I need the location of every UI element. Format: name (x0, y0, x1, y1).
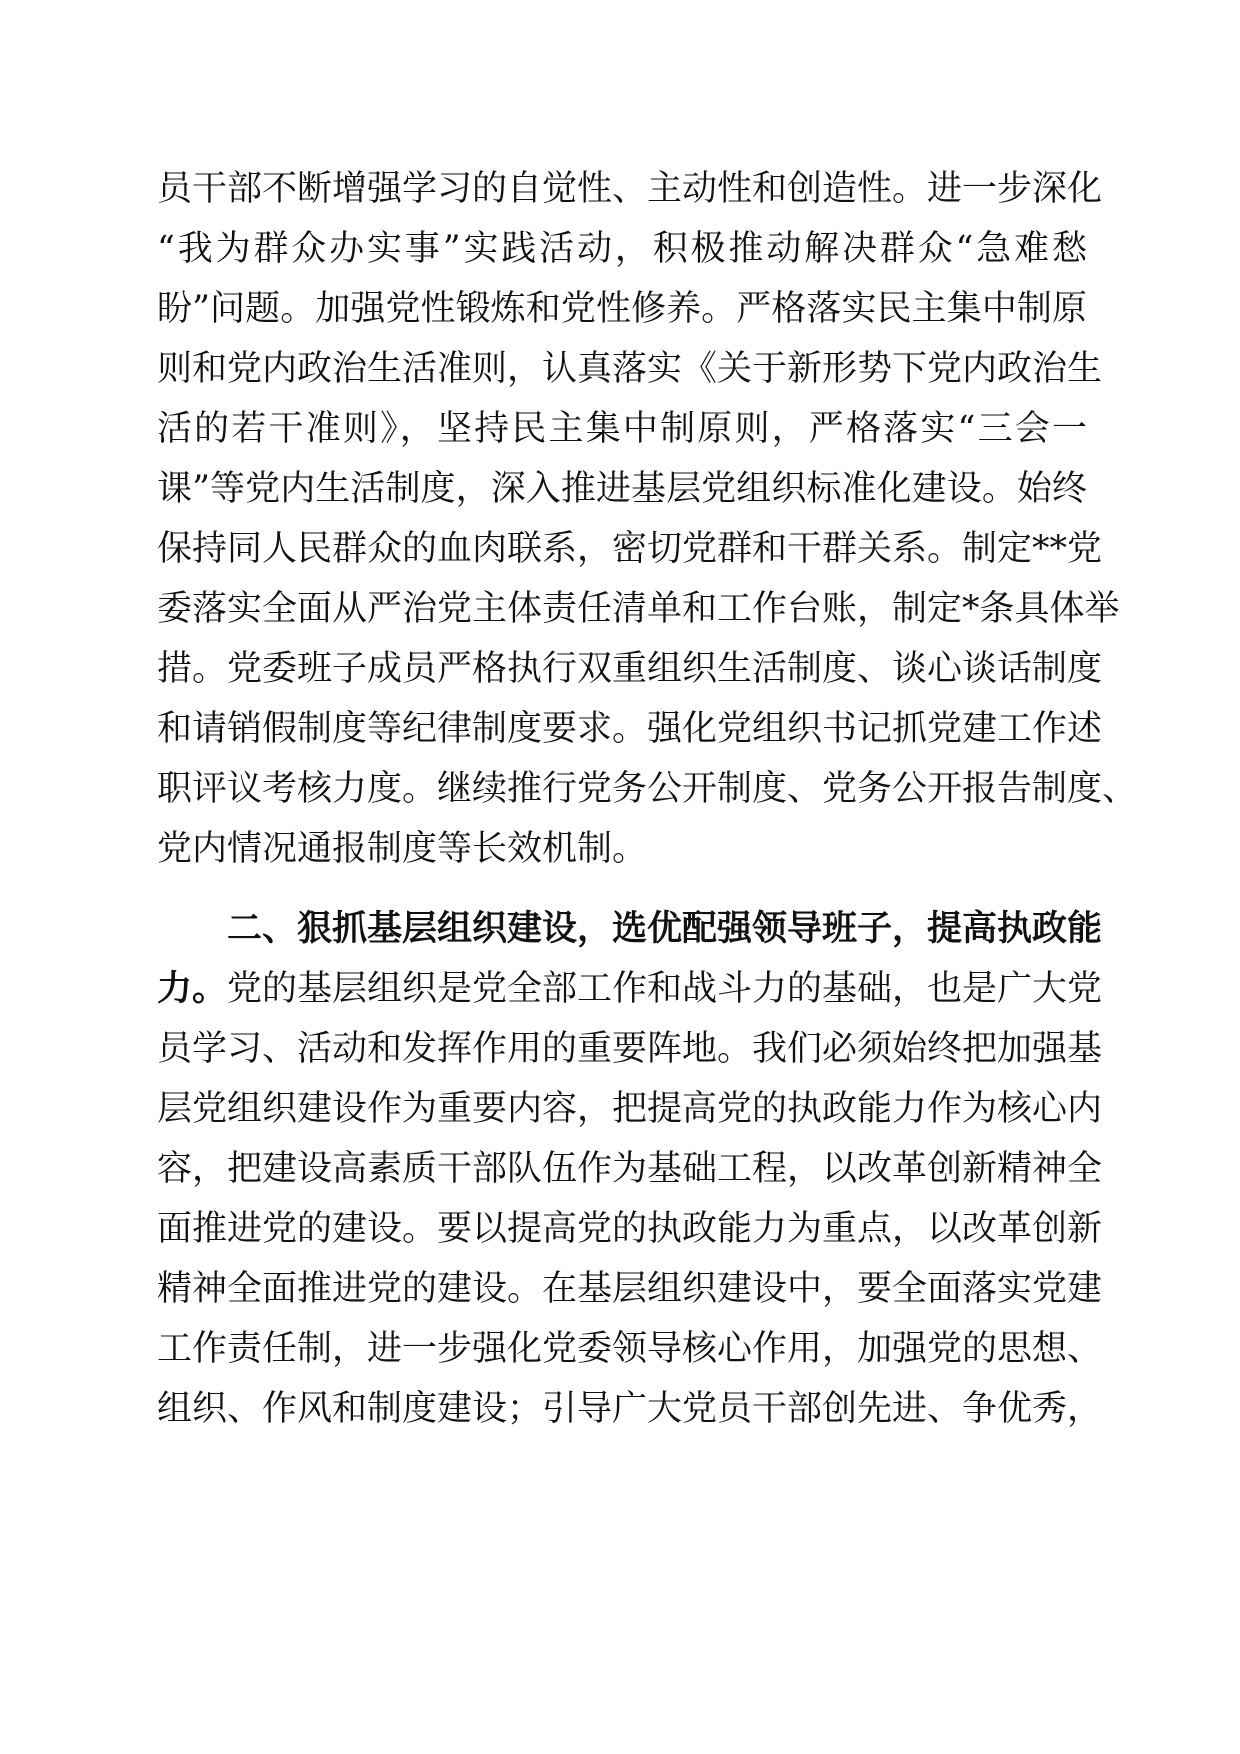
body-line-7: 保持同人民群众的血肉联系，密切党群和干群关系。制定**党 (157, 529, 1103, 569)
body-line-5: 活的若干准则》，坚持民主集中制原则，严格落实“三会一 (157, 409, 1087, 449)
body-line-4: 则和党内政治生活准则，认真落实《关于新形势下党内政治生 (157, 349, 1103, 389)
body-line-9: 措。党委班子成员严格执行双重组织生活制度、谈心谈话制度 (157, 649, 1103, 689)
body-line-3: 盼”问题。加强党性锻炼和党性修养。严格落实民主集中制原 (157, 289, 1087, 329)
section-line-4: 层党组织建设作为重要内容，把提高党的执政能力作为核心内 (157, 1089, 1103, 1129)
body-line-11: 职评议考核力度。继续推行党务公开制度、党务公开报告制度、 (157, 769, 1138, 809)
section-line-9: 组织、作风和制度建设；引导广大党员干部创先进、争优秀， (157, 1389, 1103, 1429)
body-line-12: 党内情况通报制度等长效机制。 (157, 829, 648, 869)
section-line-7: 精神全面推进党的建设。在基层组织建设中，要全面落实党建 (157, 1269, 1103, 1309)
body-line-2: “我为群众办实事”实践活动，积极推动解决群众“急难愁 (157, 229, 1087, 269)
section-line-2 (157, 957, 1103, 1021)
body-line-1: 员干部不断增强学习的自觉性、主动性和创造性。进一步深化 (157, 169, 1103, 209)
section-line-5: 容，把建设高素质干部队伍作为基础工程，以改革创新精神全 (157, 1149, 1103, 1189)
section-heading-end: 力。 (157, 968, 228, 1009)
section-heading: 二、狠抓基层组织建设，选优配强领导班子，提高执政能 (227, 908, 1103, 949)
body-line-10: 和请销假制度等纪律制度要求。强化党组织书记抓党建工作述 (157, 709, 1103, 749)
section-line-8: 工作责任制，进一步强化党委领导核心作用，加强党的思想、 (157, 1329, 1103, 1369)
body-line-8: 委落实全面从严治党主体责任清单和工作台账，制定*条具体举 (157, 589, 1120, 629)
section-line-6: 面推进党的建设。要以提高党的执政能力为重点，以改革创新 (157, 1209, 1103, 1249)
body-line-6: 课”等党内生活制度，深入推进基层党组织标准化建设。始终 (157, 469, 1087, 509)
section-line-3: 员学习、活动和发挥作用的重要阵地。我们必须始终把加强基 (157, 1029, 1103, 1069)
section-line-2-text: 党的基层组织是党全部工作和战斗力的基础，也是广大党 (227, 969, 1103, 1009)
